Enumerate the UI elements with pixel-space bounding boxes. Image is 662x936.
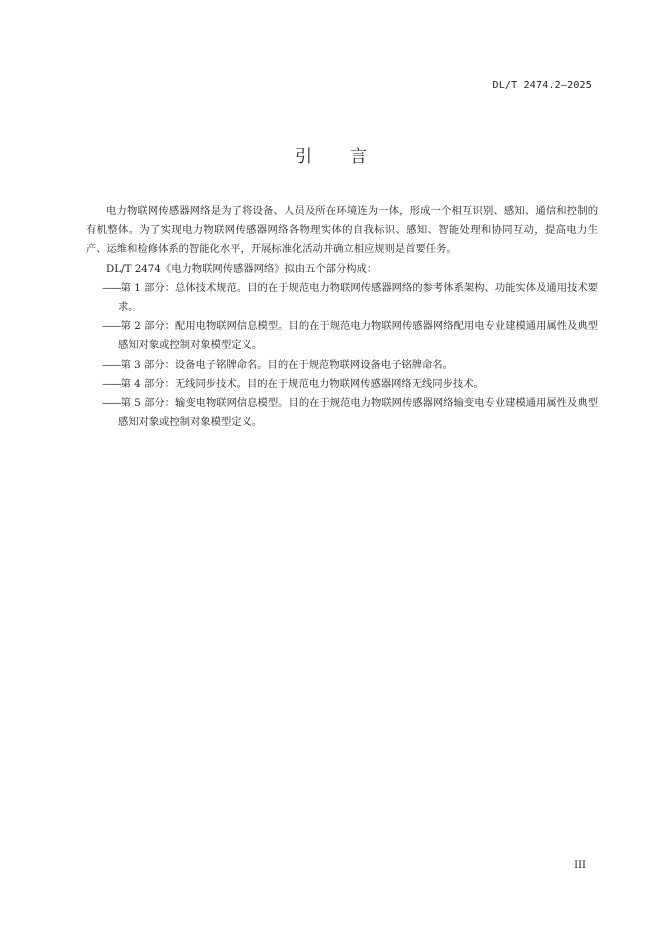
part-text: 第 4 部分：无线同步技术。目的在于规范电力物联网传感器网络无线同步技术。 <box>120 377 484 390</box>
parts-intro-paragraph: DL/T 2474《电力物联网传感器网络》拟由五个部分构成： <box>106 262 378 275</box>
part-list-item <box>86 394 598 432</box>
part-list-item <box>86 317 598 355</box>
part-text: 第 5 部分：输变电物联网信息模型。目的在于规范电力物联网传感器网络输变电专业建模通用属性及典型感知对象或控制对象模型定义。 <box>118 397 598 429</box>
dash-marker: —— <box>102 377 121 390</box>
part-text: 第 2 部分：配用电物联网信息模型。目的在于规范电力物联网传感器网络配用电专业建模通用属性及典型感知对象或控制对象模型定义。 <box>118 320 598 352</box>
dash-marker: —— <box>102 320 121 333</box>
dash-marker: —— <box>102 397 121 410</box>
part-text: 第 3 部分：设备电子铭牌命名。目的在于规范物联网设备电子铭牌命名。 <box>120 358 453 371</box>
intro-paragraph: 电力物联网传感器网络是为了将设备、人员及所在环境连为一体，形成一个相互识别、感知、通信和控制的有机整体。为了实现电力物联网传感器网络各物理实体的自我标识、感知、智能处理和协同互动，提高电力生产、运维和检修体系的智能化水平，开展标准化活动并确立相应规则是首要任务。 <box>86 205 598 256</box>
page-number: III <box>574 860 586 871</box>
part-list-item <box>86 375 598 394</box>
part-text: 第 1 部分：总体技术规范。目的在于规范电力物联网传感器网络的参考体系架构、功能实体及通用技术要求。 <box>118 281 598 314</box>
dash-marker: —— <box>102 281 121 294</box>
part-list-item <box>86 356 598 375</box>
part-list-item <box>86 279 598 317</box>
standard-code: DL/T 2474.2—2025 <box>492 80 592 91</box>
introduction-body <box>86 202 598 432</box>
page-title: 引言 <box>295 147 405 167</box>
dash-marker: —— <box>102 358 121 371</box>
